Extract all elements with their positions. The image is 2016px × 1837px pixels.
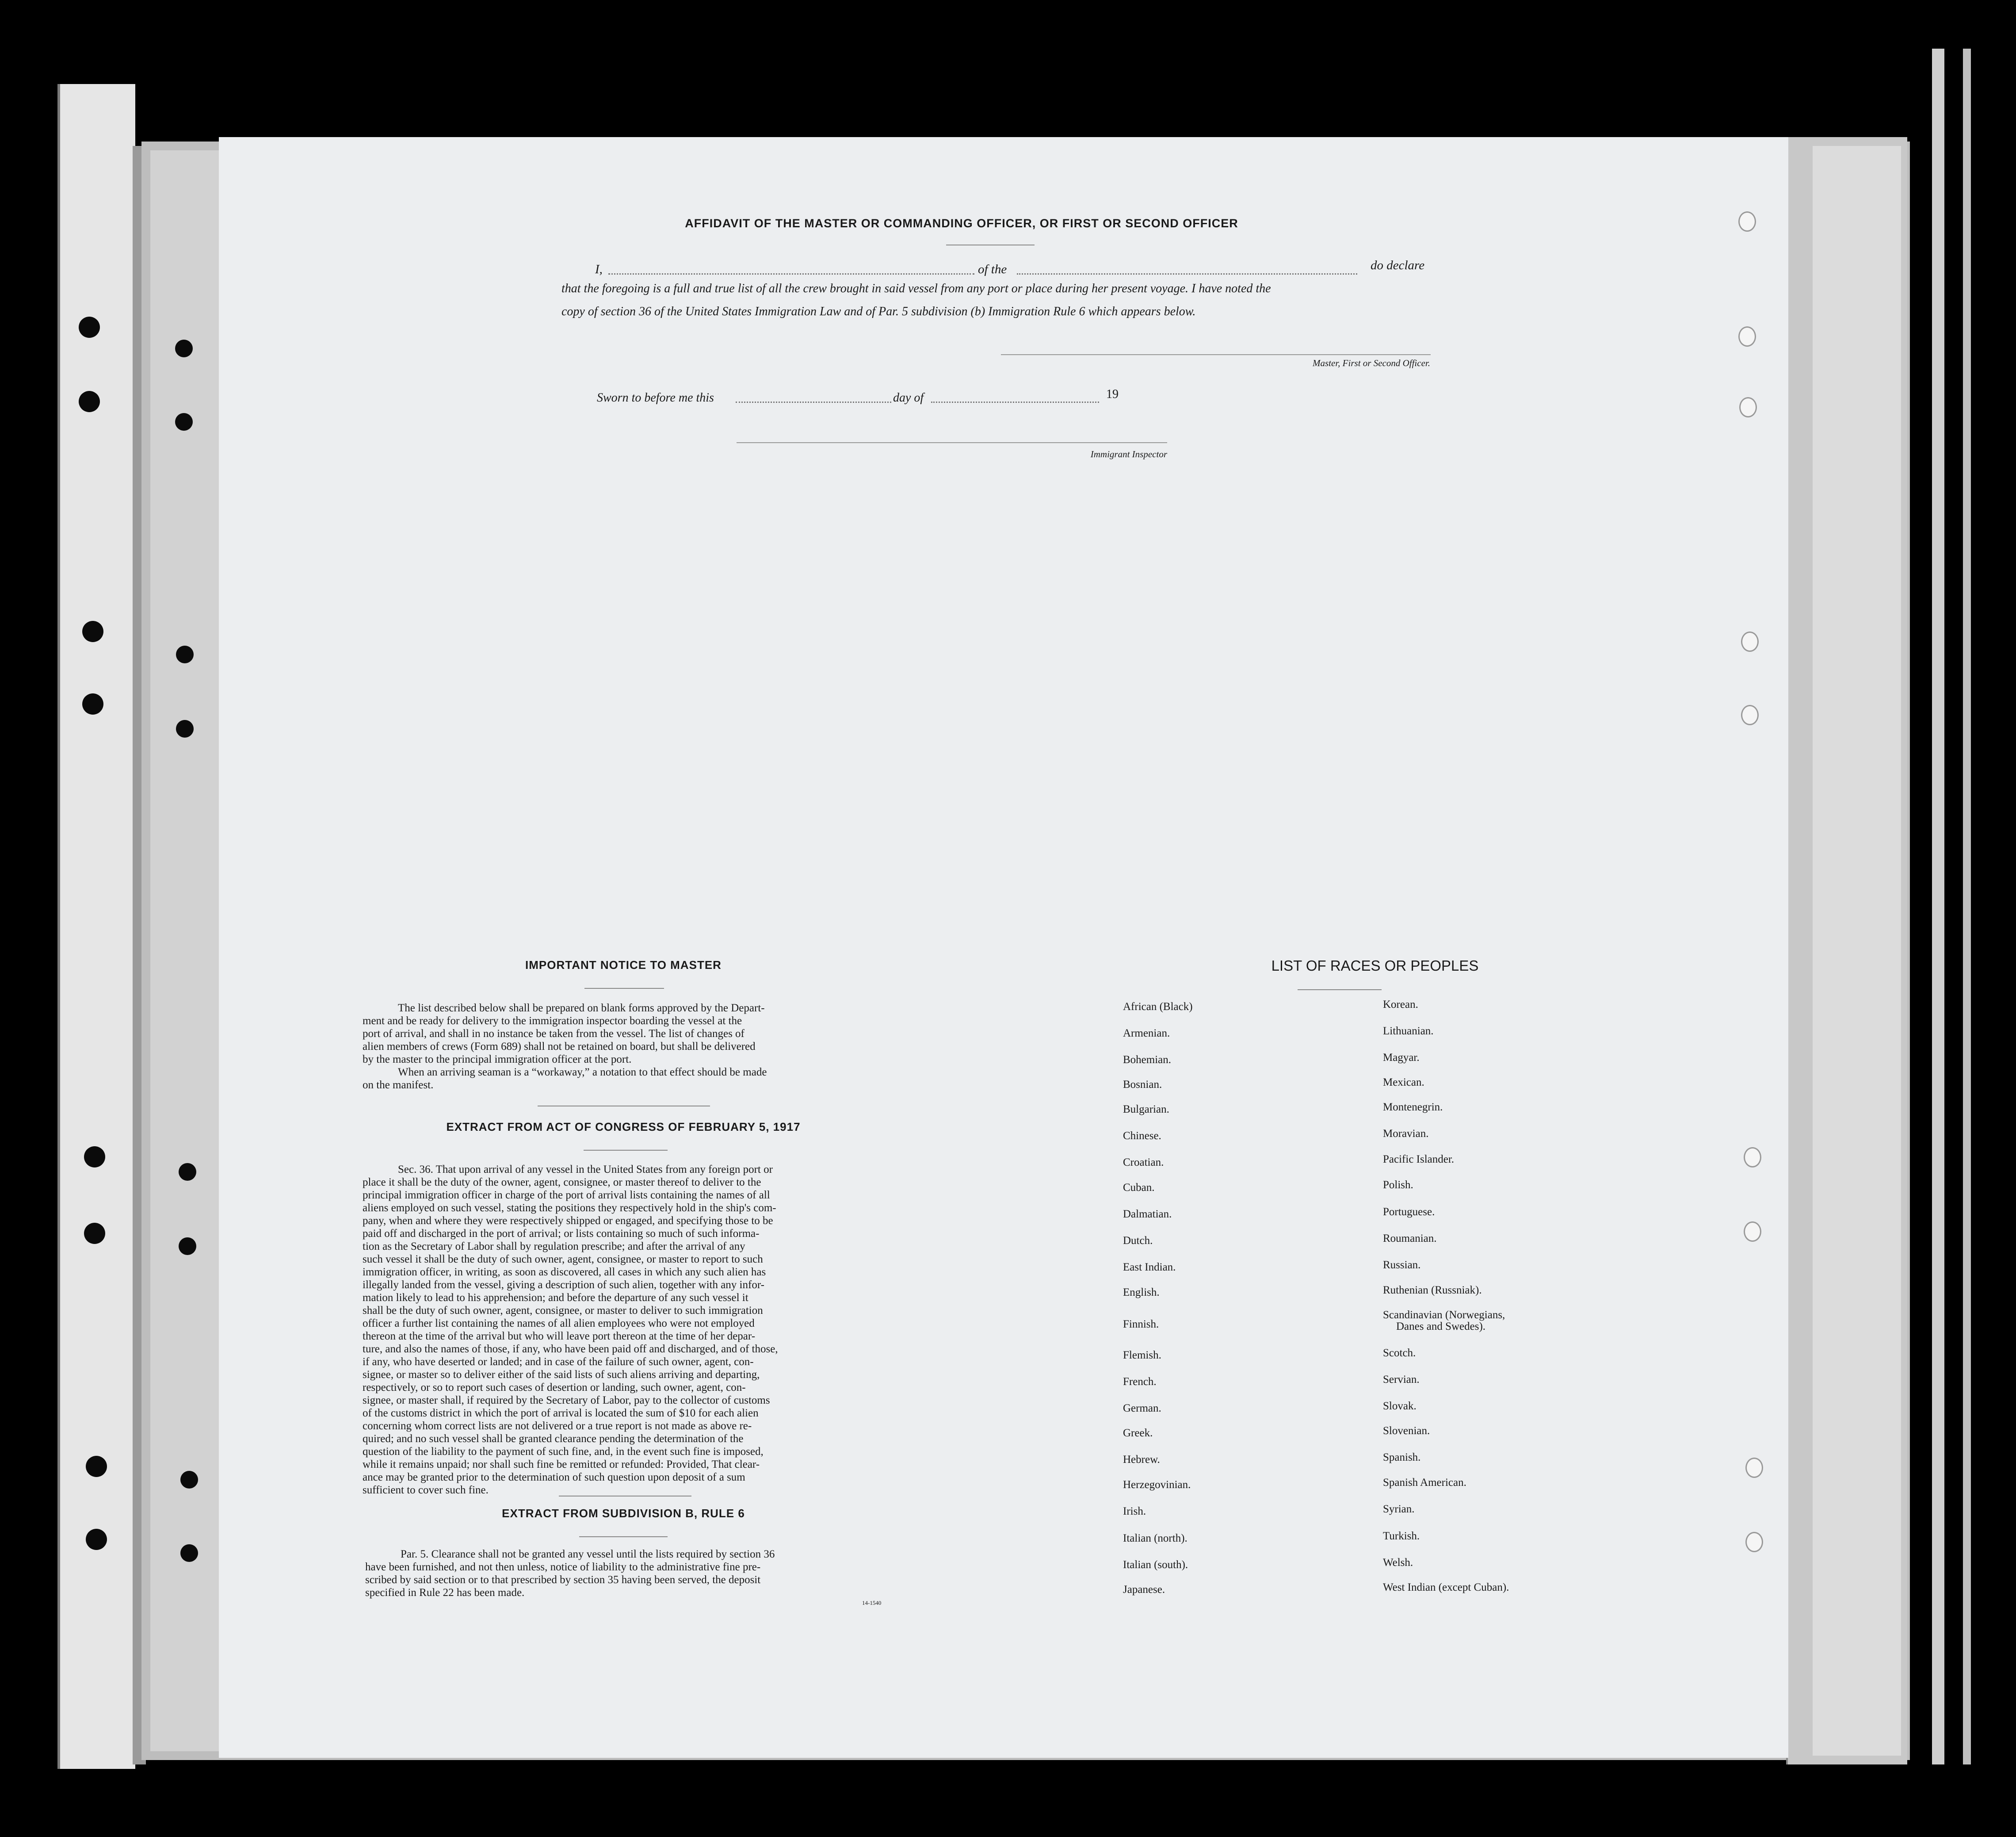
extract-act-line: pany, when and where they were respectively shipped or engaged, and specifying those to be bbox=[363, 1215, 773, 1227]
punch-hole bbox=[86, 1529, 107, 1550]
year-prefix: 19 bbox=[1106, 387, 1119, 401]
punch-hole bbox=[180, 1544, 198, 1562]
extract-rule-line: Par. 5. Clearance shall not be granted any vessel until the lists required by section 36 bbox=[401, 1548, 775, 1560]
extract-act-line: sufficient to cover such fine. bbox=[363, 1484, 489, 1496]
race-item: Scandinavian (Norwegians, bbox=[1383, 1309, 1505, 1321]
race-item: Korean. bbox=[1383, 999, 1418, 1010]
notice-line: The list described below shall be prepared on blank forms approved by the Depart- bbox=[398, 1002, 765, 1014]
extract-act-line: while it remains unpaid; nor shall such fine be remitted or refunded: Provided, That clear- bbox=[363, 1458, 760, 1470]
vessel-blank bbox=[1017, 273, 1357, 275]
extract-act-line: shall be the duty of such owner, agent, consignee, or master to deliver to such immigration bbox=[363, 1305, 763, 1317]
race-item: Portuguese. bbox=[1383, 1206, 1435, 1218]
extract-act-line: such vessel it shall be the duty of such owner, agent, consignee, or master to report to such bbox=[363, 1253, 763, 1265]
right-binder-rail bbox=[1932, 49, 1944, 1764]
race-item: Bohemian. bbox=[1123, 1054, 1172, 1066]
punch-hole bbox=[86, 1456, 107, 1477]
extract-act-line: place it shall be the duty of the owner, agent, consignee, or master thereof to deliver to the bbox=[363, 1176, 761, 1188]
race-item: Bulgarian. bbox=[1123, 1103, 1169, 1115]
reinforced-hole bbox=[1744, 1221, 1761, 1242]
race-item: Irish. bbox=[1123, 1505, 1146, 1517]
affidavit-declare: do declare bbox=[1371, 258, 1425, 272]
race-item: Bosnian. bbox=[1123, 1079, 1162, 1091]
form-number: 14-1540 bbox=[862, 1600, 882, 1606]
race-item: East Indian. bbox=[1123, 1261, 1176, 1273]
extract-act-line: illegally landed from the vessel, giving a description of such alien, together with any infor- bbox=[363, 1279, 764, 1291]
right-page-stack-inner bbox=[1813, 146, 1901, 1756]
punch-hole bbox=[79, 391, 100, 412]
sworn-month-blank bbox=[931, 402, 1099, 403]
race-item: Danes and Swedes). bbox=[1396, 1320, 1486, 1332]
reinforced-hole bbox=[1738, 326, 1756, 347]
race-item: German. bbox=[1123, 1402, 1161, 1414]
race-item: Spanish. bbox=[1383, 1451, 1421, 1463]
race-item: Magyar. bbox=[1383, 1052, 1420, 1064]
race-item: French. bbox=[1123, 1376, 1157, 1388]
race-item: English. bbox=[1123, 1286, 1160, 1298]
punch-hole bbox=[175, 413, 193, 431]
extract-act-line: officer a further list containing the names of all alien employees who were not employed bbox=[363, 1317, 755, 1329]
notice-line: port of arrival, and shall in no instance be taken from the vessel. The list of changes of bbox=[363, 1028, 745, 1040]
punch-hole bbox=[175, 340, 193, 357]
signature-line bbox=[1001, 354, 1431, 355]
race-item: Moravian. bbox=[1383, 1128, 1429, 1140]
race-item: Syrian. bbox=[1383, 1503, 1415, 1515]
race-item: Italian (south). bbox=[1123, 1559, 1188, 1571]
sworn-text: Sworn to before me this bbox=[597, 391, 714, 405]
affidavit-of-the: of the bbox=[978, 262, 1007, 276]
extract-act-line: if any, who have deserted or landed; and in case of the failure of such owner, agent, con- bbox=[363, 1356, 754, 1368]
race-item: Lithuanian. bbox=[1383, 1025, 1434, 1037]
affidavit-i: I, bbox=[595, 262, 603, 276]
extract-act-line: signee, or master shall, if required by the Secretary of Labor, pay to the collector of customs bbox=[363, 1394, 770, 1406]
race-item: Pacific Islander. bbox=[1383, 1153, 1455, 1165]
punch-hole bbox=[179, 1237, 196, 1255]
extract-rule-line: have been furnished, and not then unless, notice of liability to the administrative fine pre- bbox=[365, 1561, 761, 1573]
binder-strip bbox=[57, 84, 135, 1769]
race-item: Russian. bbox=[1383, 1259, 1421, 1271]
punch-hole bbox=[82, 621, 103, 642]
punch-hole bbox=[176, 646, 194, 663]
signature-label: Master, First or Second Officer. bbox=[1313, 358, 1430, 368]
extract-act-line: paid off and discharged in the port of arrival; or lists containing so much of such informa- bbox=[363, 1228, 760, 1240]
race-item: Herzegovinian. bbox=[1123, 1479, 1191, 1491]
race-item: African (Black) bbox=[1123, 1001, 1193, 1013]
reinforced-hole bbox=[1744, 1147, 1761, 1167]
sworn-day-blank bbox=[736, 402, 891, 403]
race-item: Croatian. bbox=[1123, 1156, 1164, 1168]
extract-act-line: question of the liability to the payment of such fine, and, in the event such fine is imposed, bbox=[363, 1446, 764, 1458]
race-item: Greek. bbox=[1123, 1427, 1153, 1439]
race-item: West Indian (except Cuban). bbox=[1383, 1581, 1509, 1593]
extract-act-line: mation likely to lead to his apprehension; and before the departure of any such vessel it bbox=[363, 1292, 748, 1304]
race-item: Spanish American. bbox=[1383, 1477, 1466, 1489]
punch-hole bbox=[84, 1146, 105, 1167]
divider bbox=[584, 1150, 668, 1151]
race-item: Montenegrin. bbox=[1383, 1101, 1443, 1113]
race-item: Dalmatian. bbox=[1123, 1208, 1172, 1220]
notice-line: alien members of crews (Form 689) shall not be retained on board, but shall be delivered bbox=[363, 1041, 756, 1052]
race-item: Cuban. bbox=[1123, 1182, 1155, 1194]
punch-hole bbox=[180, 1471, 198, 1489]
race-item: Slovenian. bbox=[1383, 1425, 1430, 1437]
notice-line: ment and be ready for delivery to the immigration inspector boarding the vessel at the bbox=[363, 1015, 742, 1027]
race-item: Mexican. bbox=[1383, 1076, 1424, 1088]
extract-act-line: quired; and no such vessel shall be granted clearance pending the determination of the bbox=[363, 1433, 744, 1445]
race-item: Roumanian. bbox=[1383, 1232, 1437, 1244]
race-item: Ruthenian (Russniak). bbox=[1383, 1284, 1482, 1296]
back-page-edge bbox=[150, 150, 221, 1751]
races-title: LIST OF RACES OR PEOPLES bbox=[1271, 957, 1479, 974]
reinforced-hole bbox=[1741, 631, 1759, 652]
name-blank bbox=[608, 273, 974, 275]
extract-rule-line: specified in Rule 22 has been made. bbox=[365, 1587, 525, 1599]
extract-act-line: principal immigration officer in charge of the port of arrival lists containing the names of all bbox=[363, 1189, 770, 1201]
race-item: Scotch. bbox=[1383, 1347, 1416, 1359]
notice-line: by the master to the principal immigration officer at the port. bbox=[363, 1053, 632, 1065]
extract-act-line: of the customs district in which the port of arrival is located the sum of $10 for each alien bbox=[363, 1407, 759, 1419]
extract-act-title: EXTRACT FROM ACT OF CONGRESS OF FEBRUARY 5, 1917 bbox=[446, 1120, 801, 1133]
right-binder-rail-outer bbox=[1963, 49, 1971, 1764]
inspector-signature-line bbox=[737, 442, 1167, 443]
races-left-column bbox=[1123, 1001, 1371, 1601]
race-item: Flemish. bbox=[1123, 1349, 1161, 1361]
extract-act-line: ture, and also the names of those, if any, who have been paid off and discharged, and of those, bbox=[363, 1343, 778, 1355]
reinforced-hole bbox=[1741, 705, 1759, 725]
day-of-text: day of bbox=[893, 391, 924, 405]
extract-act-line: aliens employed on such vessel, stating the positions they respectively hold in the ship's com- bbox=[363, 1202, 776, 1214]
extract-rule-line: scribed by said section or to that prescribed by section 35 having been served, the deposit bbox=[365, 1574, 761, 1586]
divider bbox=[1298, 989, 1382, 990]
punch-hole bbox=[82, 693, 103, 715]
extract-act-text bbox=[363, 1163, 885, 1496]
race-item: Hebrew. bbox=[1123, 1454, 1160, 1466]
extract-act-line: concerning whom correct lists are not delivered or a true report is not made as above re- bbox=[363, 1420, 752, 1432]
race-item: Slovak. bbox=[1383, 1400, 1417, 1412]
affidavit-line3: copy of section 36 of the United States Immigration Law and of Par. 5 subdivision (b) Immigration Rule 6 which appears below. bbox=[561, 305, 1196, 318]
extract-act-line: respectively, or so to report such cases of desertion or landing, such owner, agent, con- bbox=[363, 1382, 746, 1393]
race-item: Japanese. bbox=[1123, 1584, 1165, 1596]
race-item: Polish. bbox=[1383, 1179, 1413, 1191]
race-item: Turkish. bbox=[1383, 1530, 1420, 1542]
extract-act-line: Sec. 36. That upon arrival of any vessel in the United States from any foreign port or bbox=[398, 1163, 773, 1175]
notice-line: When an arriving seaman is a “workaway,” a notation to that effect should be made bbox=[398, 1066, 767, 1078]
race-item: Armenian. bbox=[1123, 1027, 1170, 1039]
race-item: Italian (north). bbox=[1123, 1532, 1187, 1544]
race-item: Servian. bbox=[1383, 1374, 1420, 1385]
notice-line: on the manifest. bbox=[363, 1079, 434, 1091]
punch-hole bbox=[79, 317, 100, 338]
punch-hole bbox=[176, 720, 194, 738]
extract-act-line: immigration officer, in writing, as soon as discovered, all cases in which any such alien has bbox=[363, 1266, 766, 1278]
extract-act-line: signee, or master so to deliver either of the said lists of such aliens arriving and departing, bbox=[363, 1369, 760, 1381]
race-item: Chinese. bbox=[1123, 1130, 1161, 1142]
punch-hole bbox=[179, 1163, 196, 1181]
race-item: Finnish. bbox=[1123, 1318, 1159, 1330]
notice-title: IMPORTANT NOTICE TO MASTER bbox=[525, 958, 722, 972]
divider bbox=[584, 988, 664, 989]
notice-text bbox=[363, 1002, 884, 1091]
reinforced-hole bbox=[1745, 1532, 1763, 1552]
race-item: Welsh. bbox=[1383, 1557, 1413, 1569]
reinforced-hole bbox=[1739, 397, 1757, 417]
punch-hole bbox=[84, 1223, 105, 1244]
extract-act-line: ance may be granted prior to the determination of such question upon deposit of a sum bbox=[363, 1471, 745, 1483]
affidavit-title: AFFIDAVIT OF THE MASTER OR COMMANDING OFFICER, OR FIRST OR SECOND OFFICER bbox=[685, 217, 1238, 230]
divider bbox=[579, 1536, 668, 1537]
inspector-label: Immigrant Inspector bbox=[1090, 449, 1167, 459]
extract-act-line: thereon at the time of the arrival but who will leave port thereon at the time of her depar- bbox=[363, 1330, 756, 1342]
extract-act-line: tion as the Secretary of Labor shall by regulation prescribe; and after the arrival of any bbox=[363, 1240, 745, 1252]
extract-rule-text bbox=[365, 1548, 890, 1599]
extract-rule-title: EXTRACT FROM SUBDIVISION B, RULE 6 bbox=[502, 1507, 745, 1520]
race-item: Dutch. bbox=[1123, 1235, 1153, 1247]
reinforced-hole bbox=[1745, 1458, 1763, 1478]
affidavit-line2: that the foregoing is a full and true list of all the crew brought in said vessel from any port or place during her present voyage. I have noted the bbox=[561, 282, 1271, 295]
reinforced-hole bbox=[1738, 211, 1756, 232]
races-right-column bbox=[1383, 999, 1692, 1599]
